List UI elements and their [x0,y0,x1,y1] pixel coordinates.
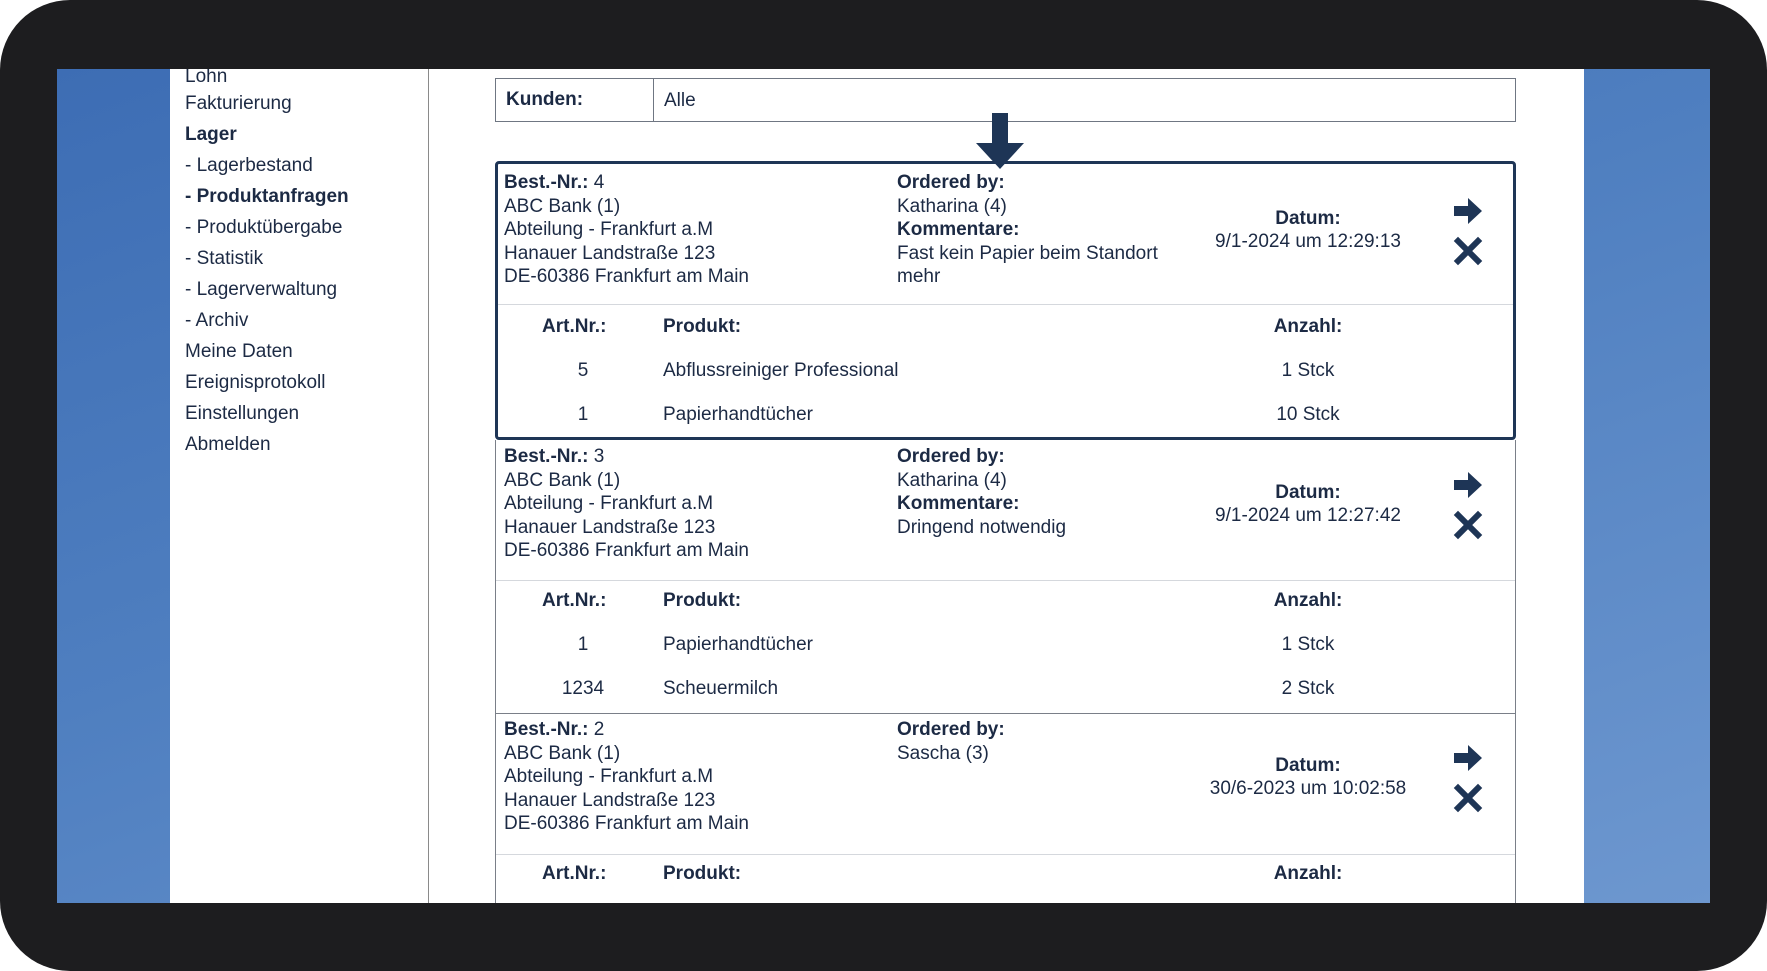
item-art-nr: 1 [577,634,589,655]
order-department: Abteilung - Frankfurt a.M [504,766,714,787]
sidebar-item-fakturierung[interactable]: Fakturierung [185,93,292,114]
item-product: Scheuermilch [663,678,779,699]
sidebar-item-produktuebergabe[interactable]: - Produktübergabe [185,217,343,238]
order-number: Best.-Nr.: 2 [504,719,605,740]
customer-filter-label: Kunden: [496,79,654,121]
ordered-by-label: Ordered by: [897,446,1005,467]
sidebar-item-archiv[interactable]: - Archiv [185,310,249,331]
item-art-nr: 1 [577,404,589,425]
ordered-by-label: Ordered by: [897,172,1005,193]
sidebar-item-lager[interactable]: Lager [185,124,237,145]
ordered-by-value: Sascha (3) [897,743,989,764]
sidebar-item-meine-daten[interactable]: Meine Daten [185,341,293,362]
screen [57,69,1710,903]
comments-label: Kommentare: [897,219,1020,240]
item-product: Papierhandtücher [663,404,813,425]
close-icon[interactable] [1451,234,1485,268]
order-city: DE-60386 Frankfurt am Main [504,266,749,287]
item-product: Papierhandtücher [663,634,813,655]
order-street: Hanauer Landstraße 123 [504,790,716,811]
date-value: 9/1-2024 um 12:29:13 [1215,231,1401,252]
item-art-nr: 5 [577,360,589,381]
sidebar-item-einstellungen[interactable]: Einstellungen [185,403,300,424]
order-card [495,714,1516,903]
item-quantity: 1 Stck [1281,360,1335,381]
item-quantity: 1 Stck [1281,634,1335,655]
ordered-by-value: Katharina (4) [897,196,1007,217]
date-value: 9/1-2024 um 12:27:42 [1215,505,1401,526]
page [170,69,1584,903]
sidebar-nav [170,69,429,903]
sidebar-item-abmelden[interactable]: Abmelden [185,434,271,455]
date-value: 30/6-2023 um 10:02:58 [1209,778,1407,799]
order-number: Best.-Nr.: 4 [504,172,605,193]
product-header: Produkt: [663,590,742,611]
order-street: Hanauer Landstraße 123 [504,243,716,264]
sidebar-item-statistik[interactable]: - Statistik [185,248,264,269]
comments-value: Dringend notwendig [897,517,1067,538]
comments-value-cont: mehr [897,266,941,287]
order-card [495,161,1516,440]
sidebar-item-lagerbestand[interactable]: - Lagerbestand [185,155,313,176]
order-department: Abteilung - Frankfurt a.M [504,219,714,240]
date-label: Datum: [1275,208,1341,229]
comments-label: Kommentare: [897,493,1020,514]
customer-filter-value[interactable]: Alle [664,90,696,111]
arrow-right-icon[interactable] [1451,741,1485,775]
item-quantity: 10 Stck [1276,404,1340,425]
order-city: DE-60386 Frankfurt am Main [504,540,749,561]
sidebar-item-ereignisprotokoll[interactable]: Ereignisprotokoll [185,372,326,393]
art-nr-header: Art.Nr.: [542,316,607,337]
order-city: DE-60386 Frankfurt am Main [504,813,749,834]
product-header: Produkt: [663,316,742,337]
ordered-by-label: Ordered by: [897,719,1005,740]
sidebar-item-produktanfragen[interactable]: - Produktanfragen [185,186,349,207]
item-product: Abflussreiniger Professional [663,360,899,381]
close-icon[interactable] [1451,781,1485,815]
item-art-nr: 1234 [561,678,605,699]
quantity-header: Anzahl: [1273,590,1343,611]
date-label: Datum: [1275,755,1341,776]
art-nr-header: Art.Nr.: [542,863,607,884]
comments-value: Fast kein Papier beim Standort [897,243,1158,264]
arrow-right-icon[interactable] [1451,468,1485,502]
order-customer: ABC Bank (1) [504,470,621,491]
quantity-header: Anzahl: [1273,863,1343,884]
order-street: Hanauer Landstraße 123 [504,517,716,538]
item-quantity: 2 Stck [1281,678,1335,699]
order-number: Best.-Nr.: 3 [504,446,605,467]
arrow-right-icon[interactable] [1451,194,1485,228]
sidebar-item-lagerverwaltung[interactable]: - Lagerverwaltung [185,279,338,300]
ordered-by-value: Katharina (4) [897,470,1007,491]
order-card [495,440,1516,714]
art-nr-header: Art.Nr.: [542,590,607,611]
main-content [429,69,1584,903]
order-department: Abteilung - Frankfurt a.M [504,493,714,514]
arrow-down-icon [976,113,1024,171]
product-header: Produkt: [663,863,742,884]
close-icon[interactable] [1451,508,1485,542]
quantity-header: Anzahl: [1273,316,1343,337]
sidebar-item-lohn[interactable]: Lohn [185,69,228,87]
order-customer: ABC Bank (1) [504,196,621,217]
order-customer: ABC Bank (1) [504,743,621,764]
date-label: Datum: [1275,482,1341,503]
